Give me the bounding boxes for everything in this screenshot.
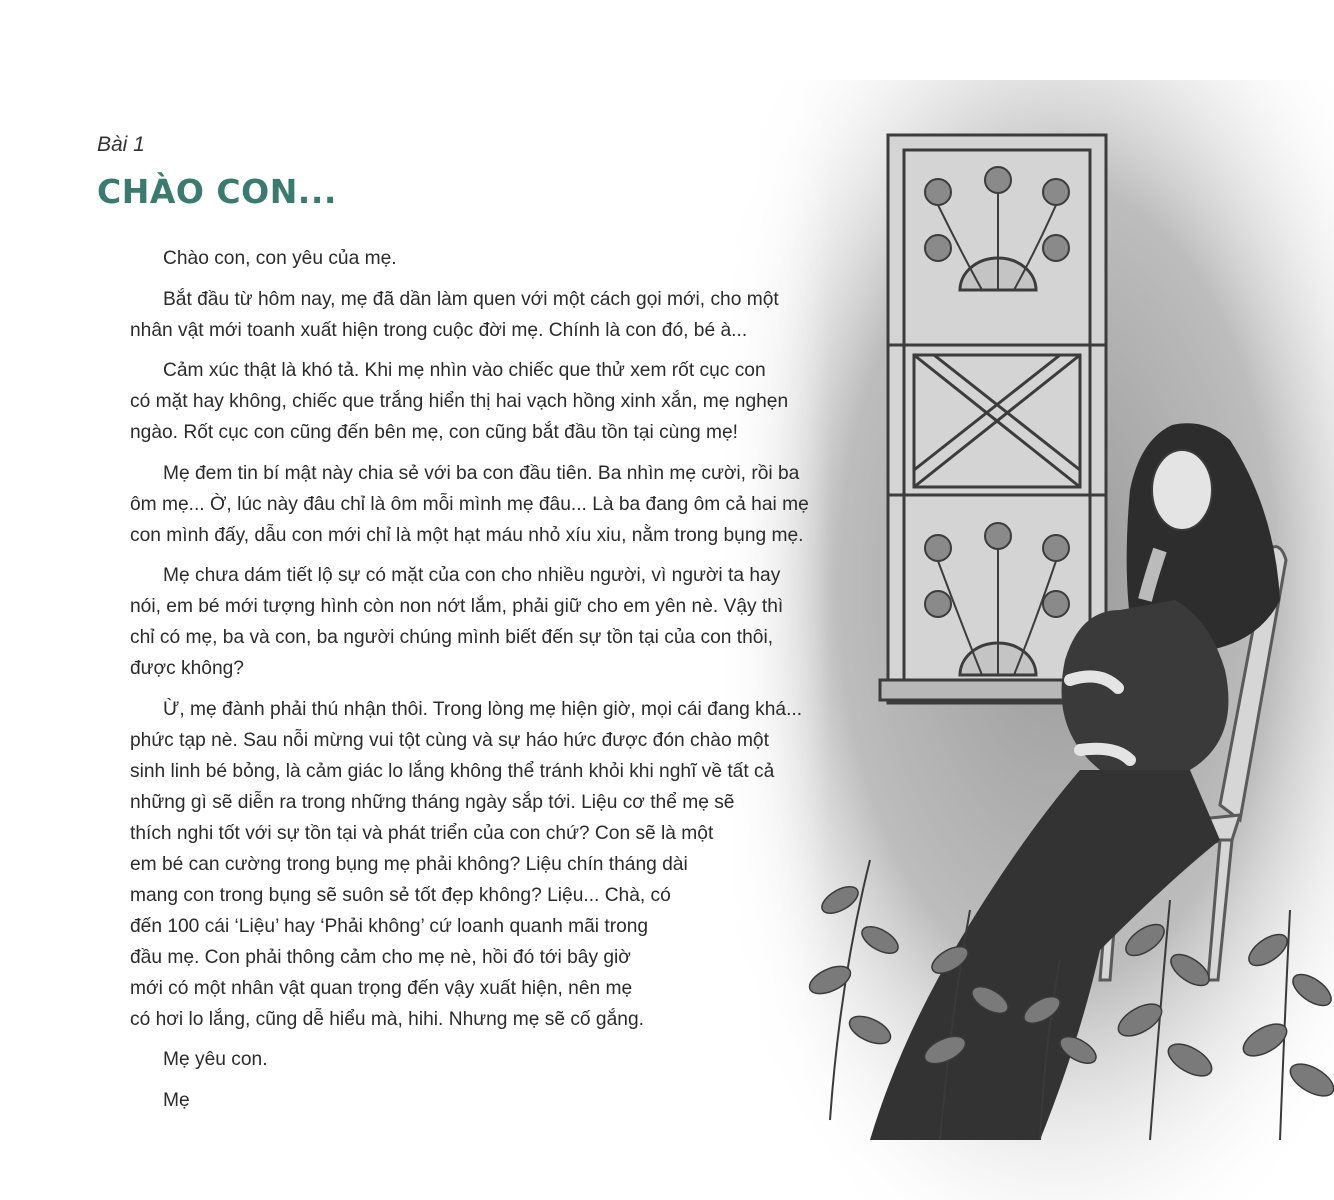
illustration-pregnant-woman-by-window (720, 80, 1334, 1200)
text-line: phức tạp nè. Sau nỗi mừng vui tột cùng và sự háo hức được đón chào một (130, 729, 769, 751)
lesson-number: Bài 1 (97, 133, 145, 156)
text-line: em bé can cường trong bụng mẹ phải không? Liệu chín tháng dài (130, 853, 688, 875)
text-line: mang con trong bụng sẽ suôn sẻ tốt đẹp không? Liệu... Chà, có (130, 884, 671, 906)
text-line: mới có một nhân vật quan trọng đến vậy xuất hiện, nên mẹ (130, 977, 633, 999)
text-line: Chào con, con yêu của mẹ. (163, 248, 397, 269)
text-line: Bắt đầu từ hôm nay, mẹ đã dần làm quen với một cách gọi mới, cho một (163, 288, 779, 310)
text-line: ngào. Rốt cục con cũng đến bên mẹ, con cũng bắt đầu tồn tại cùng mẹ! (130, 422, 739, 443)
text-line: được không? (130, 658, 244, 679)
signature (97, 1085, 809, 1116)
paragraph-1 (97, 243, 809, 274)
text-line: nói, em bé mới tượng hình còn non nớt lắm, phải giữ cho em yên nè. Vậy thì (130, 596, 784, 617)
text-line: Ừ, mẹ đành phải thú nhận thôi. Trong lòng mẹ hiện giờ, mọi cái đang khá... (163, 698, 803, 720)
text-line: sinh linh bé bỏng, là cảm giác lo lắng không thể tránh khỏi khi nghĩ về tất cả (130, 760, 775, 782)
text-line: chỉ có mẹ, ba và con, ba người chúng mình biết đến sự tồn tại của con thôi, (130, 627, 774, 648)
paragraph-5 (97, 560, 809, 684)
paragraph-2 (97, 284, 809, 346)
paragraph-4 (97, 458, 809, 551)
paragraph-6 (97, 694, 809, 1035)
paragraph-7 (97, 1044, 809, 1075)
text-line: nhân vật mới toanh xuất hiện trong cuộc đời mẹ. Chính là con đó, bé à... (130, 319, 748, 341)
text-line: Mẹ đem tin bí mật này chia sẻ với ba con đầu tiên. Ba nhìn mẹ cười, rồi ba (163, 462, 800, 484)
text-line: có hơi lo lắng, cũng dễ hiểu mà, hihi. Nhưng mẹ sẽ cố gắng. (130, 1008, 644, 1030)
letter-body (97, 243, 809, 1125)
text-line: Cảm xúc thật là khó tả. Khi mẹ nhìn vào chiếc que thử xem rốt cục con (163, 360, 766, 381)
page-title: CHÀO CON... (97, 172, 337, 211)
paragraph-3 (97, 355, 809, 448)
text-line: Mẹ chưa dám tiết lộ sự có mặt của con cho nhiều người, vì người ta hay (163, 565, 781, 586)
text-line: có mặt hay không, chiếc que trắng hiển thị hai vạch hồng xinh xắn, mẹ nghẹn (130, 391, 789, 412)
text-line: đầu mẹ. Con phải thông cảm cho mẹ nè, hồi đó tới bây giờ (130, 946, 631, 968)
text-line: con mình đấy, dẫu con mới chỉ là một hạt máu nhỏ xíu xiu, nằm trong bụng mẹ. (130, 524, 804, 546)
text-line: ôm mẹ... Ờ, lúc này đâu chỉ là ôm mỗi mình mẹ đâu... Là ba đang ôm cả hai mẹ (130, 493, 809, 515)
text-line: những gì sẽ diễn ra trong những tháng ngày sắp tới. Liệu cơ thể mẹ sẽ (130, 791, 735, 813)
text-line: Mẹ yêu con. (163, 1049, 268, 1070)
text-line: đến 100 cái ‘Liệu’ hay ‘Phải không’ cứ loanh quanh mãi trong (130, 915, 649, 937)
text-line: thích nghi tốt với sự tồn tại và phát triển của con chứ? Con sẽ là một (130, 822, 714, 844)
text-line: Mẹ (163, 1089, 190, 1111)
